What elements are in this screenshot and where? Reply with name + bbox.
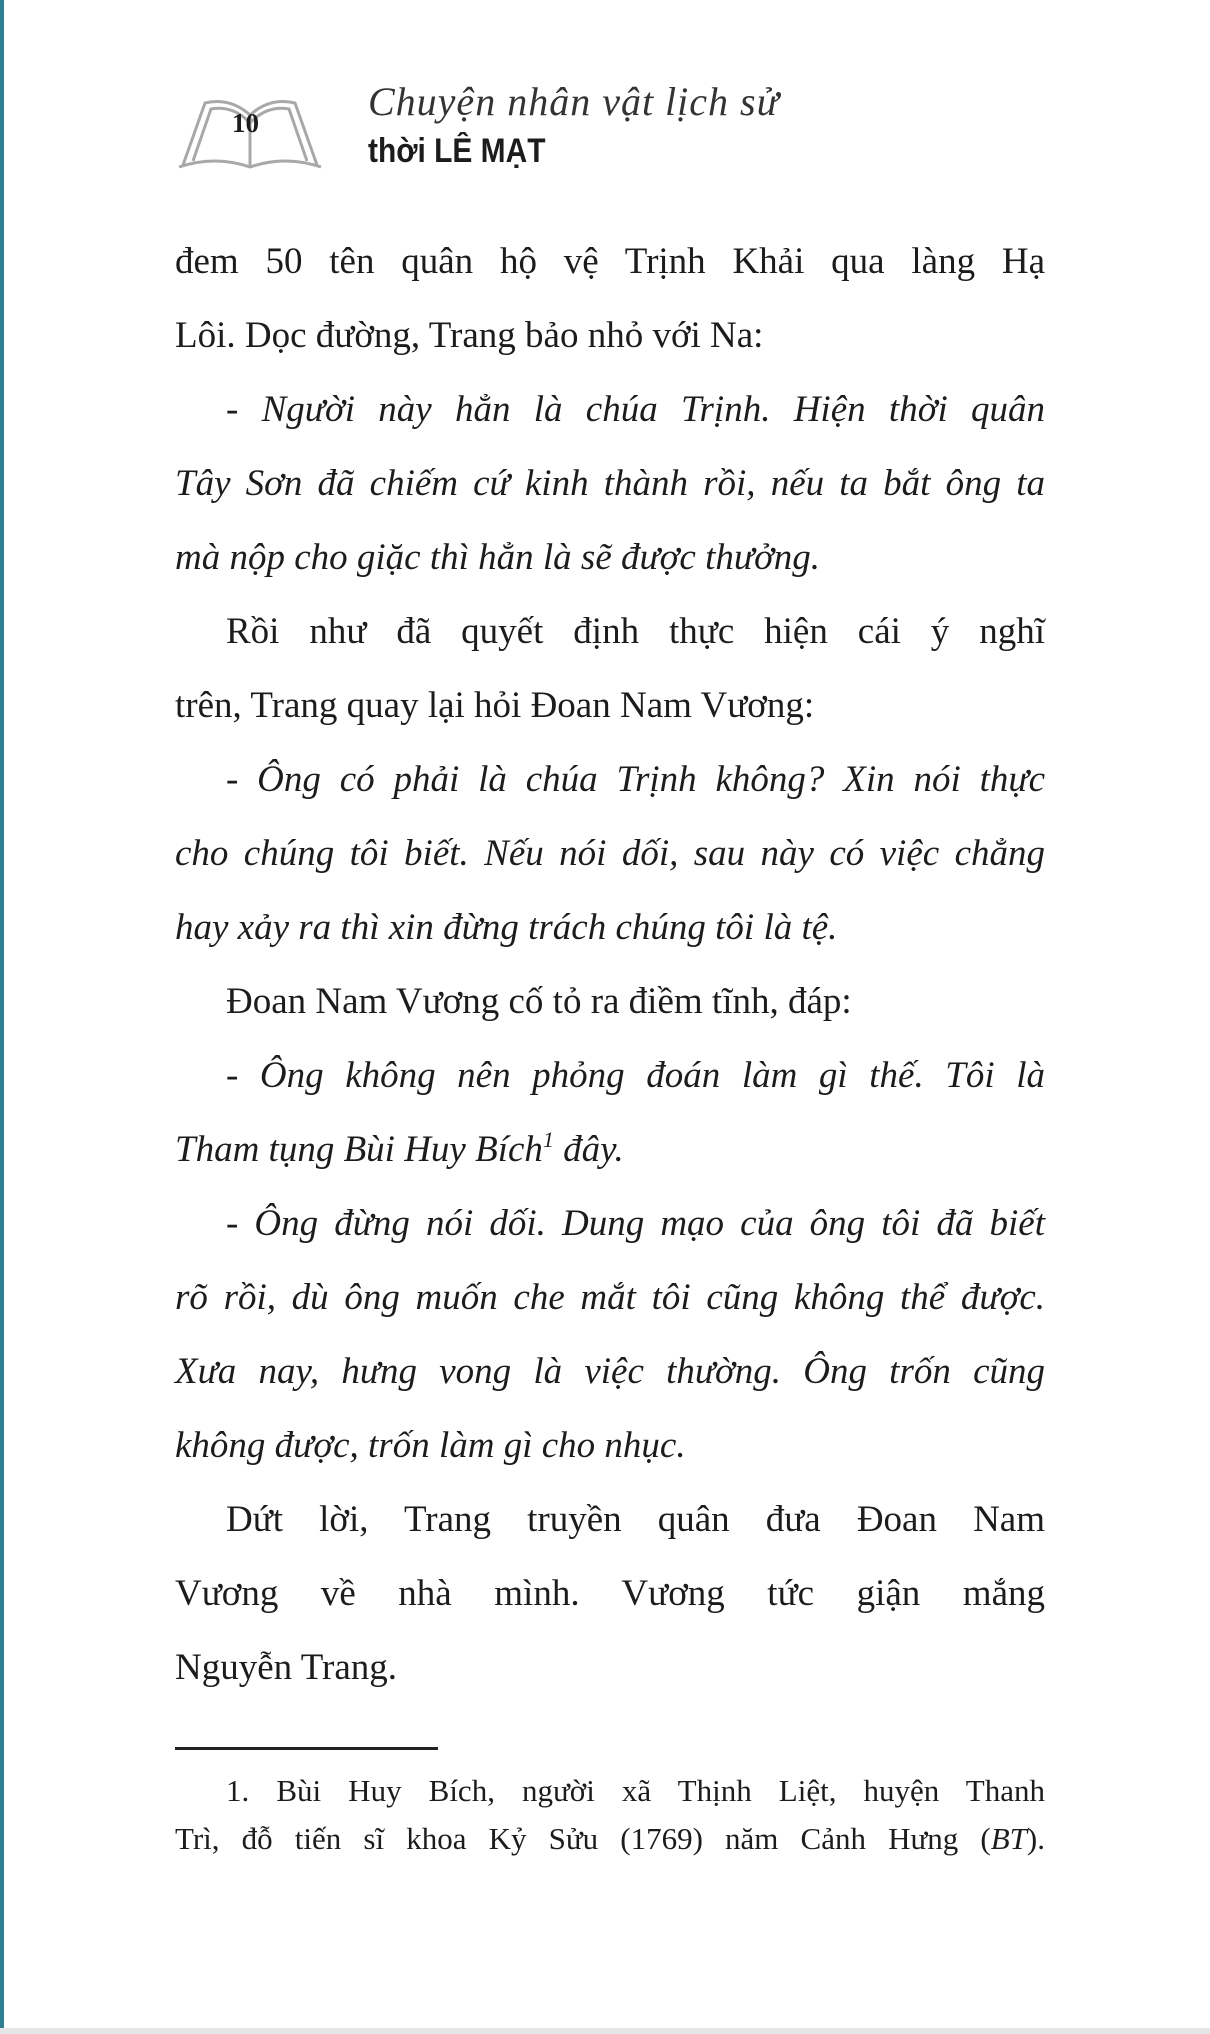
body-line: cho chúng tôi biết. Nếu nói dối, sau này có việc chẳng xyxy=(175,833,1045,874)
body-line: Lôi. Dọc đường, Trang bảo nhỏ với Na: xyxy=(175,315,764,356)
body-line: hay xảy ra thì xin đừng trách chúng tôi là tệ. xyxy=(175,907,838,948)
body-line: Tây Sơn đã chiếm cứ kinh thành rồi, nếu ta bắt ông ta xyxy=(175,463,1045,504)
body-line: - Ông đừng nói dối. Dung mạo của ông tôi đã biết xyxy=(226,1203,1045,1244)
body-line: rõ rồi, dù ông muốn che mắt tôi cũng không thể được. xyxy=(175,1277,1045,1318)
body-text: Tham tụng Bùi Huy Bích xyxy=(175,1129,543,1170)
body-line: - Ông có phải là chúa Trịnh không? Xin nói thực xyxy=(226,759,1045,800)
footnote-divider xyxy=(175,1747,438,1750)
bottom-edge xyxy=(0,2028,1210,2034)
series-title: Chuyện nhân vật lịch sử xyxy=(368,79,780,124)
body-line: Rồi như đã quyết định thực hiện cái ý nghĩ xyxy=(226,611,1045,652)
page-number: 10 xyxy=(232,108,259,138)
body-line: không được, trốn làm gì cho nhục. xyxy=(175,1425,686,1466)
body-line: Xưa nay, hưng vong là việc thường. Ông trốn cũng xyxy=(175,1351,1045,1392)
footnote-line xyxy=(175,1820,1045,1858)
body-line: đem 50 tên quân hộ vệ Trịnh Khải qua làng Hạ xyxy=(175,241,1045,282)
footnote-abbrev: BT xyxy=(990,1821,1027,1856)
body-line: Vương về nhà mình. Vương tức giận mắng xyxy=(175,1573,1045,1614)
body-line: trên, Trang quay lại hỏi Đoan Nam Vương: xyxy=(175,685,815,726)
body-line: - Ông không nên phỏng đoán làm gì thế. Tôi là xyxy=(226,1055,1045,1096)
body-line: Dứt lời, Trang truyền quân đưa Đoan Nam xyxy=(226,1499,1045,1540)
body-line: Nguyễn Trang. xyxy=(175,1647,398,1688)
body-line: Đoan Nam Vương cố tỏ ra điềm tĩnh, đáp: xyxy=(226,981,852,1022)
footnote-text: Trì, đỗ tiến sĩ khoa Kỷ Sửu (1769) năm Cảnh Hưng ( xyxy=(175,1821,991,1856)
body-line xyxy=(175,1128,1045,1172)
body-text: đây. xyxy=(553,1129,624,1170)
book-subtitle: thời LÊ MẠT xyxy=(368,132,546,170)
body-line: mà nộp cho giặc thì hẳn là sẽ được thưởng. xyxy=(175,537,821,578)
footnote-ref[interactable]: 1 xyxy=(542,1127,554,1152)
left-border xyxy=(0,0,4,2034)
footnote-line: 1. Bùi Huy Bích, người xã Thịnh Liệt, huyện Thanh xyxy=(226,1773,1045,1808)
body-line: - Người này hẳn là chúa Trịnh. Hiện thời quân xyxy=(226,389,1045,430)
footnote-text: ). xyxy=(1026,1821,1045,1856)
